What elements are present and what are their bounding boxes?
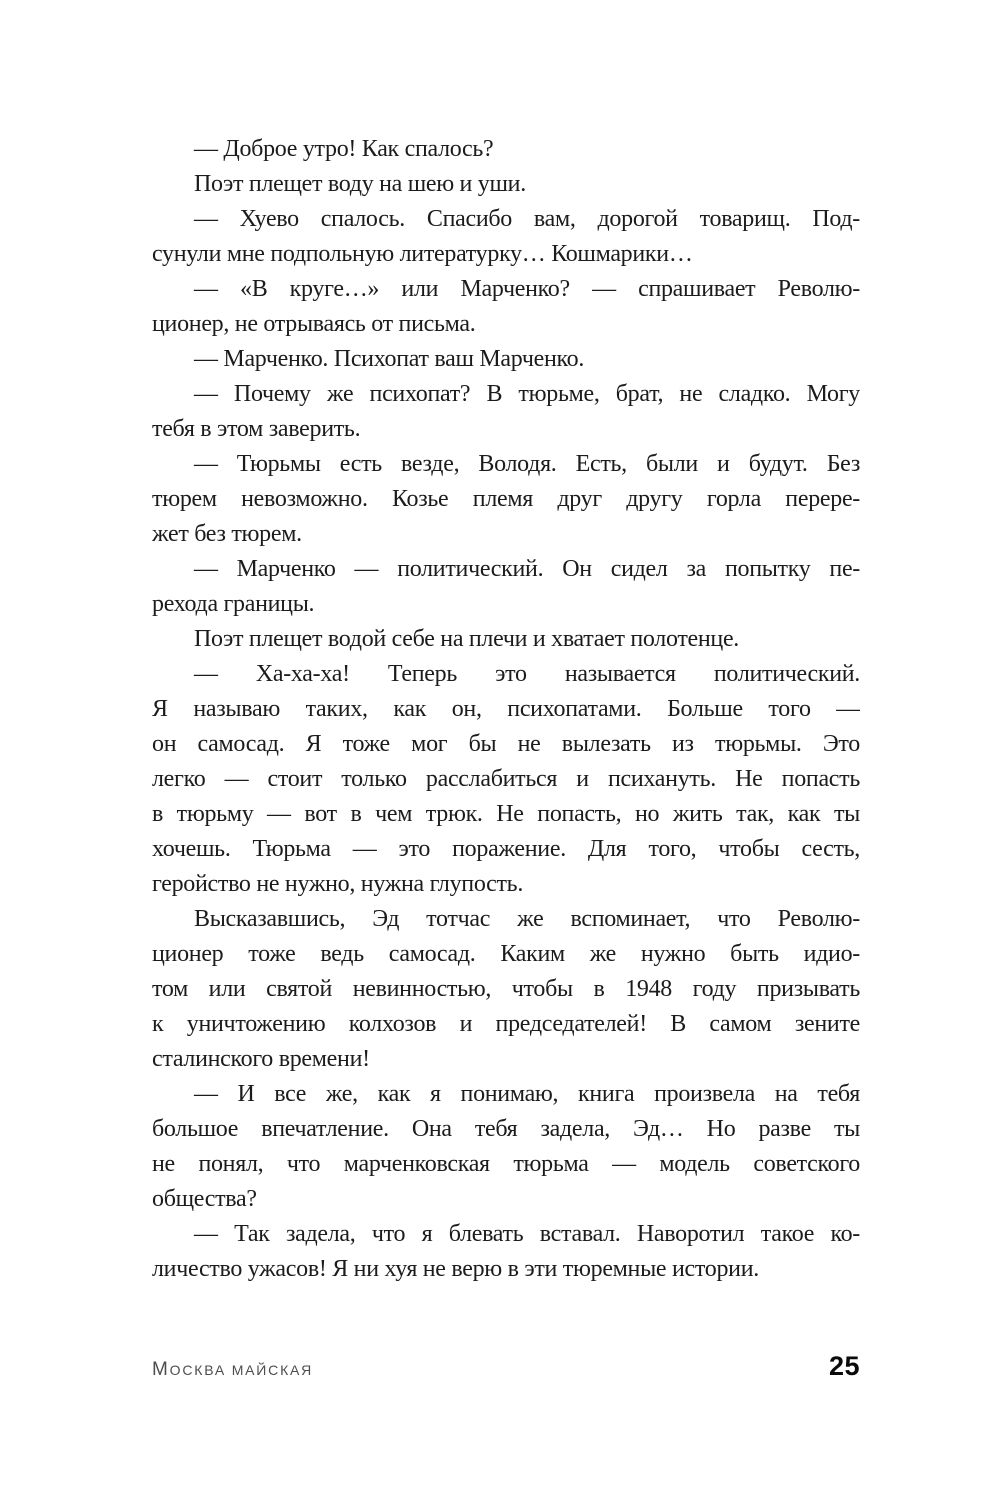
text-line: рехода границы. [152, 591, 315, 617]
text-line: сталинского времени! [152, 1046, 370, 1072]
paragraph [152, 202, 860, 272]
text-line: Высказавшись, Эд тотчас же вспоминает, что Револю- [194, 906, 860, 932]
text-line: легко — стоит только расслабиться и психануть. Не попасть [152, 766, 860, 792]
body-text [152, 132, 860, 1287]
text-line: общества? [152, 1186, 257, 1212]
paragraph [152, 1217, 860, 1287]
text-line: — Почему же психопат? В тюрьме, брат, не сладко. Могу [194, 381, 860, 407]
running-title: МОСКВА МАЙСКАЯ [152, 1359, 314, 1380]
text-line: — Хуево спалось. Спасибо вам, дорогой товарищ. Под- [194, 206, 860, 232]
text-line: он самосад. Я тоже мог бы не вылезать из тюрьмы. Это [152, 731, 860, 757]
text-line: ционер тоже ведь самосад. Каким же нужно быть идио- [152, 941, 860, 967]
text-line: тюрем невозможно. Козье племя друг другу горла перере- [152, 486, 860, 512]
text-line: к уничтожению колхозов и председателей! В самом зените [152, 1011, 860, 1037]
text-line: не понял, что марченковская тюрьма — модель советского [152, 1151, 860, 1177]
page-footer [152, 1351, 860, 1382]
text-line: ционер, не отрываясь от письма. [152, 311, 476, 337]
text-line: Я называю таких, как он, психопатами. Больше того — [152, 696, 860, 722]
paragraph [152, 272, 860, 342]
paragraph [152, 132, 860, 167]
paragraph [152, 377, 860, 447]
text-line: — Доброе утро! Как спалось? [194, 136, 494, 162]
text-line: — Ха-ха-ха! Теперь это называется политический. [194, 661, 860, 687]
text-line: — Так задела, что я блевать вставал. Наворотил такое ко- [194, 1221, 860, 1247]
paragraph [152, 167, 860, 202]
paragraph [152, 622, 860, 657]
text-line: Поэт плещет воду на шею и уши. [194, 171, 526, 197]
text-line: — И все же, как я понимаю, книга произвела на тебя [194, 1081, 860, 1107]
paragraph [152, 447, 860, 552]
text-line: Поэт плещет водой себе на плечи и хватает полотенце. [194, 626, 740, 652]
text-line: геройство не нужно, нужна глупость. [152, 871, 524, 897]
text-line: личество ужасов! Я ни хуя не верю в эти тюремные истории. [152, 1256, 759, 1282]
paragraph [152, 342, 860, 377]
text-line: жет без тюрем. [152, 521, 302, 547]
page-number: 25 [828, 1351, 860, 1381]
paragraph [152, 902, 860, 1077]
text-line: — Марченко. Психопат ваш Марченко. [194, 346, 585, 372]
paragraph [152, 1077, 860, 1217]
text-line: — Марченко — политический. Он сидел за попытку пе- [194, 556, 860, 582]
paragraph [152, 552, 860, 622]
text-line: сунули мне подпольную литературку… Кошмарики… [152, 241, 693, 267]
text-line: — «В круге…» или Марченко? — спрашивает Револю- [194, 276, 860, 302]
text-line: большое впечатление. Она тебя задела, Эд… Но разве ты [152, 1116, 860, 1142]
text-line: хочешь. Тюрьма — это поражение. Для того, чтобы сесть, [152, 836, 860, 862]
text-line: — Тюрьмы есть везде, Володя. Есть, были и будут. Без [194, 451, 860, 477]
text-line: тебя в этом заверить. [152, 416, 361, 442]
text-line: том или святой невинностью, чтобы в 1948 году призывать [152, 976, 860, 1002]
paragraph [152, 657, 860, 902]
text-line: в тюрьму — вот в чем трюк. Не попасть, но жить так, как ты [152, 801, 860, 827]
